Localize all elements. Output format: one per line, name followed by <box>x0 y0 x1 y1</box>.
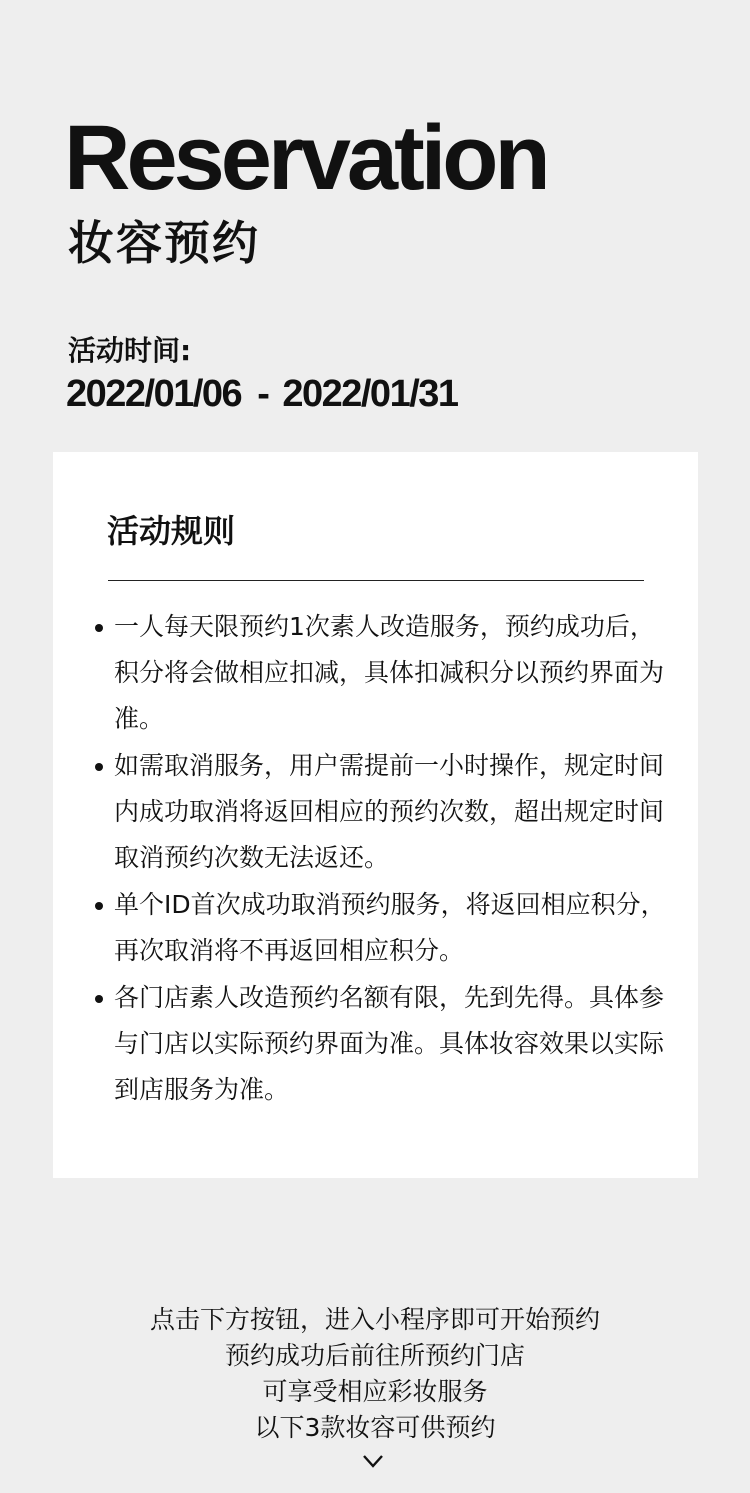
rules-title: 活动规则 <box>107 512 236 550</box>
rule-text: 如需取消服务，用户需提前一小时操作，规定时间内成功取消将返回相应的预约次数，超出规定时间取消预约次数无法返还。 <box>114 751 665 872</box>
rules-list <box>93 604 678 1114</box>
bullet-icon <box>95 995 103 1003</box>
rule-item <box>93 743 678 881</box>
chevron-down-icon[interactable] <box>362 1454 384 1468</box>
bullet-icon <box>95 624 103 632</box>
activity-period-range <box>66 372 458 418</box>
rule-item <box>93 604 678 742</box>
reservation-instructions <box>0 1302 750 1446</box>
rule-text: 一人每天限预约1次素人改造服务，预约成功后，积分将会做相应扣减，具体扣减积分以预约界面为准。 <box>114 612 665 733</box>
instruction-line: 可享受相应彩妆服务 <box>262 1377 488 1406</box>
rule-text: 各门店素人改造预约名额有限，先到先得。具体参与门店以实际预约界面为准。具体妆容效果以实际到店服务为准。 <box>114 983 665 1104</box>
activity-period-label: 活动时间: <box>68 334 192 367</box>
page-subtitle: 妆容预约 <box>68 216 260 270</box>
rules-card <box>53 452 698 1178</box>
period-start-date: 2022/01/06 <box>66 373 242 415</box>
instruction-line: 点击下方按钮，进入小程序即可开始预约 <box>149 1305 600 1334</box>
instruction-line: 以下3款妆容可供预约 <box>254 1413 496 1442</box>
rule-text: 单个ID首次成功取消预约服务，将返回相应积分，再次取消将不再返回相应积分。 <box>114 890 666 965</box>
page-title: Reservation <box>64 107 547 209</box>
bullet-icon <box>95 763 103 771</box>
rules-divider <box>108 580 644 581</box>
period-end-date: 2022/01/31 <box>282 373 458 415</box>
rule-item <box>93 975 678 1113</box>
bullet-icon <box>95 902 103 910</box>
instruction-line: 预约成功后前往所预约门店 <box>224 1341 525 1370</box>
rule-item <box>93 882 678 974</box>
period-separator: - <box>257 373 269 415</box>
